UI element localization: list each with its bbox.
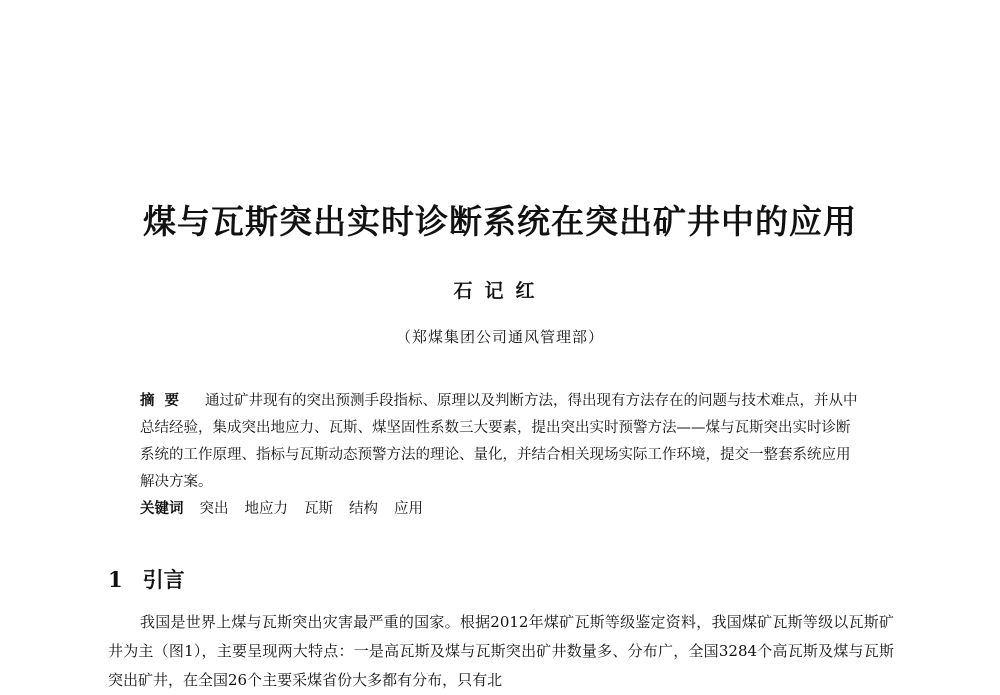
section-title: 引言 [142, 567, 185, 592]
author-affiliation: （郑煤集团公司通风管理部） [395, 328, 604, 346]
section-number: 1 [108, 567, 123, 592]
keyword: 瓦斯 [304, 501, 333, 517]
abstract-text: 通过矿井现有的突出预测手段指标、原理以及判断方法，得出现有方法存在的问题与技术难点，并从中总结经验，集成突出地应力、瓦斯、煤坚固性系数三大要素，提出突出实时预警方法——煤与瓦斯突出实时诊断系统的工作原理、指标与瓦斯动态预警方法的理论、量化，并结合相关现场实际工作环境，提交一整套系统应用解决方案。 [140, 393, 858, 490]
author-name: 石记红 [453, 280, 547, 302]
keyword: 突出 [199, 501, 229, 517]
abstract-label: 摘要 [140, 393, 189, 409]
paper-title: 煤与瓦斯突出实时诊断系统在突出矿井中的应用 [143, 202, 857, 241]
keyword: 结构 [349, 501, 378, 517]
keyword: 应用 [394, 501, 423, 517]
keyword: 地应力 [244, 501, 288, 517]
section-heading [108, 564, 185, 594]
keywords [140, 496, 860, 523]
body-paragraph: 我国是世界上煤与瓦斯突出灾害最严重的国家。根据2012年煤矿瓦斯等级鉴定资料，我国煤矿瓦斯等级以瓦斯矿井为主（图1），主要呈现两大特点：一是高瓦斯及煤与瓦斯突出矿井数量多、分布广，全国3284个高瓦斯及煤与瓦斯突出矿井，在全国26个主要采煤省份大多都有分布，只有北 [108, 613, 894, 689]
abstract [140, 388, 860, 496]
keywords-label: 关键词 [140, 501, 184, 517]
